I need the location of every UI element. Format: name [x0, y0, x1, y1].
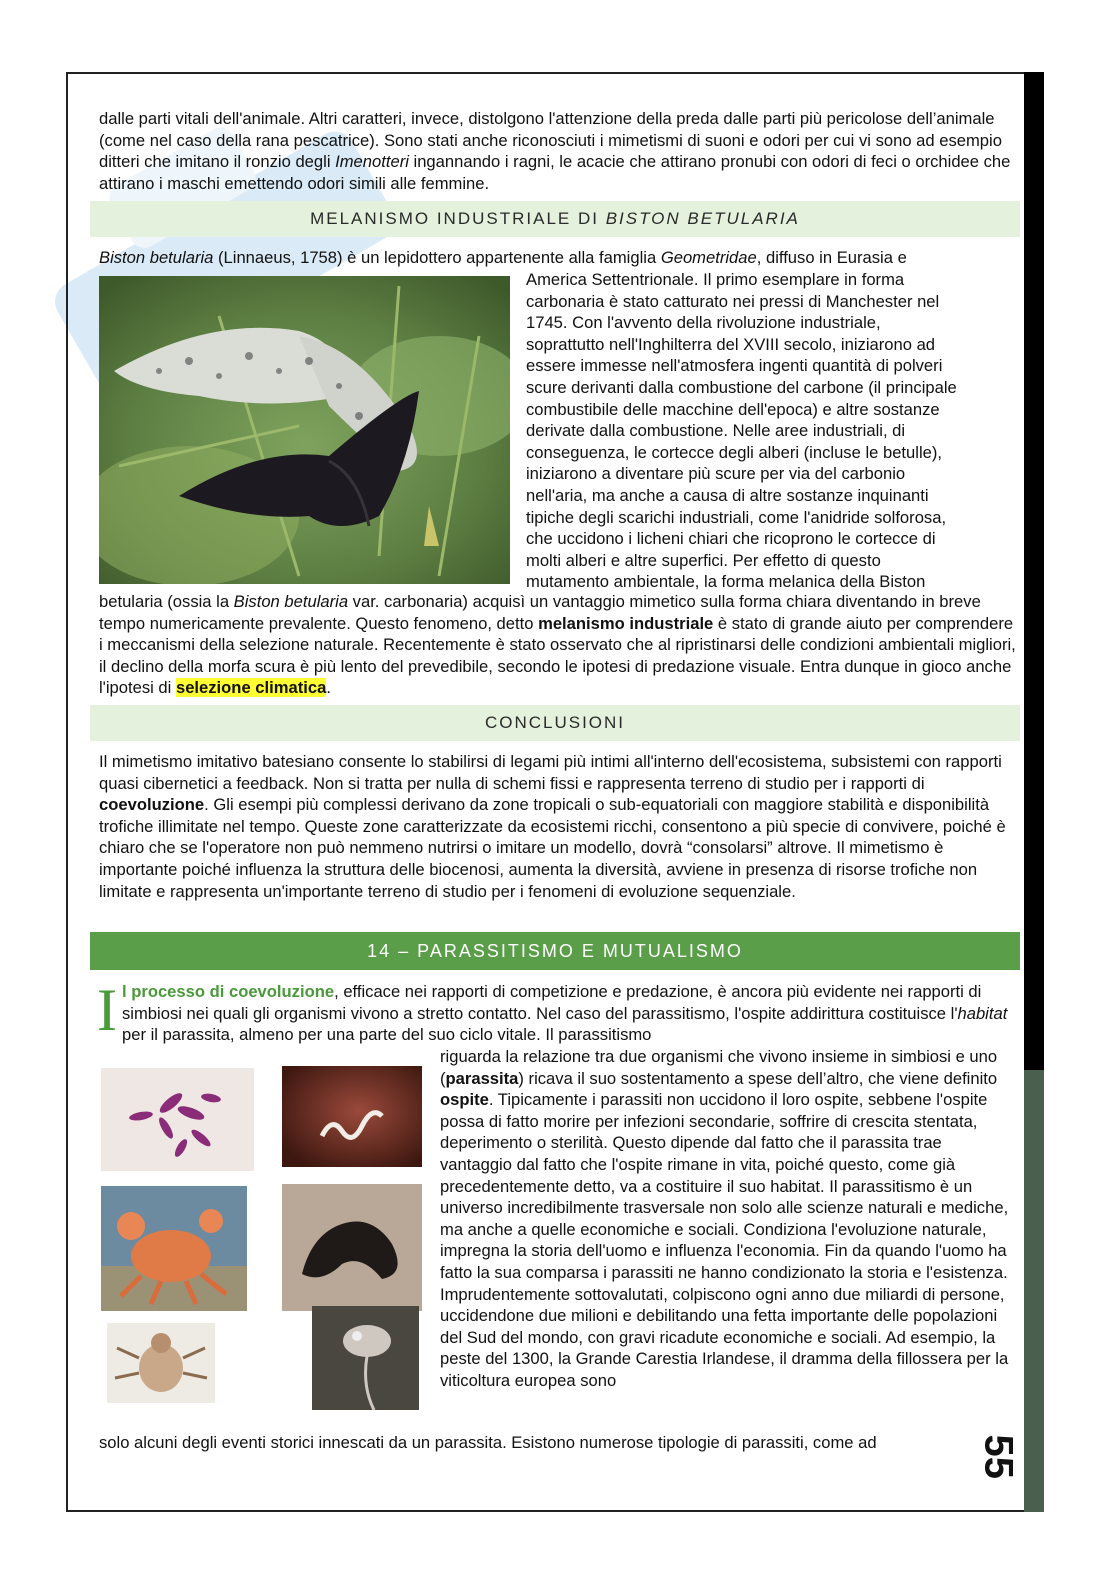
highlight-selezione-climatica: selezione climatica [175, 678, 327, 698]
leech-photo [282, 1184, 422, 1311]
section-header-parassitismo: 14 – PARASSITISMO E MUTUALISMO [90, 932, 1020, 970]
section-header-melanismo: MELANISMO INDUSTRIALE DI BISTON BETULARIA [90, 201, 1020, 237]
louse-photo [107, 1323, 215, 1403]
melanismo-continuation: betularia (ossia la Biston betularia var. carbonaria) acquisì un vantaggio mimetico sulla forma chiara diventando in breve tempo numericamente prevalente. Questo fenomeno, detto melanismo industriale è stato di grande aiuto per comprendere i meccanismi della selezione naturale. Recentemente è stato osservato che al ripristinarsi delle condizioni ambientali migliori, il declino della morfa scura è più lento del prevedibile, secondo le ipotesi di predazione visuale. Entra dunque in gioco anche l'ipotesi di selezione climatica. [99, 592, 1016, 698]
parassitismo-last-line: solo alcuni degli eventi storici innescati da un parassita. Esistono numerose tipologie di parassiti, come ad [99, 1433, 877, 1452]
parassitismo-wrap: riguarda la relazione tra due organismi che vivono insieme in simbiosi e uno (parassita) ricava il suo sostentamento a spese dell’altro, che viene definito ospite. Tipicamente i parassiti non uccidono il loro ospite, sebbene l'ospite possa di fatto morire per infezioni secondarie, soffrire di crescita stentata, deperimento o sterilità. Questo dipende dal fatto che il parassita trae vantaggio dal fatto che l'ospite rimane in vita, poiché questo, come già precedentemente detto, va a costituire il suo habitat. Il parassitismo è un universo incredibilmente trasversale non solo alle scienze naturali e mediche, ma anche a quelle economiche e sociali. Condiziona l'evoluzione naturale, impregna la storia dell'uomo e influenza l'economia. Fin da quando l'uomo ha fatto la sua comparsa i parassiti ne hanno condizionato la storia e l'esistenza. Imprudentemente sottovalutati, colpiscono ogni anno due miliardi di persone, uccidendone due milioni e debilitando una fetta importante delle popolazioni del Sud del mondo, con gravi ricadute economiche e sociali. Ad esempio, la peste del 1300, la Grande Carestia Irlandese, il dramma della fillossera per la viticoltura europea sono [440, 1047, 1009, 1390]
side-bar-bottom [1024, 1070, 1044, 1512]
section-header-conclusioni: CONCLUSIONI [90, 705, 1020, 741]
trypanosome-photo [101, 1068, 254, 1171]
worm-photo [282, 1066, 422, 1167]
conclusioni-paragraph: Il mimetismo imitativo batesiano consente lo stabilirsi di legami più intimi all'interno dell'ecosistema, subsistemi con rapporti quasi cibernetici a feedback. Non si tratta per nulla di schemi fissi e rappresenta terreno di studio per i rapporti di coevoluzione. Gli esempi più complessi derivano da zone tropicali o sub-equatoriali con maggiore stabilità e disponibilità trofiche illimitate nel tempo. Queste zone caratterizzate da ecosistemi ricchi, consentono a più specie di convivere, poiché è chiaro che se l'operatore non può nemmeno nutrirsi o imitare un modello, dovrà “consolarsi” altrove. Il mimetismo è importante poiché influenza la struttura delle biocenosi, aumenta la diversità, avviene in presenza di risorse trofiche non limitate e rappresenta un'importante terreno di studio per i fenomeni di evoluzione sequenziale. [99, 752, 1006, 901]
side-bar-top [1024, 72, 1044, 1070]
melanismo-wrap: America Settentrionale. Il primo esemplare in forma carbonaria è stato catturato nei pressi di Manchester nel 1745. Con l'avvento della rivoluzione industriale, soprattutto nell'Inghilterra del XVIII secolo, iniziarono ad essere immesse nell'atmosfera ingenti quantità di polveri scure derivanti dalla combustione del carbone (il principale combustibile delle macchine dell'epoca) e altre sostanze derivate dalla combustione. Nelle aree industriali, di conseguenza, le cortecce degli alberi (incluse le betulle), iniziarono a diventare più scure per via del carbonio nell'aria, ma anche a causa di altre sostanze inquinanti tipiche degli scarichi industriali, come l'anidride solforosa, che uccidono i licheni chiari che ricoprono le cortecce di molti alberi e altre superfici. Per effetto di questo mutamento ambientale, la forma melanica della Biston [526, 270, 957, 592]
intro-paragraph: dalle parti vitali dell'animale. Altri caratteri, invece, distolgono l'attenzione della preda dalle parti più pericolose dell’animale (come nel caso della rana pescatrice). Sono stati anche riconosciuti i mimetismi di suoni e odori per cui vi sono ad esempio ditteri che imitano il ronzio degli Imenotteri ingannando i ragni, le acacie che attirano pronubi con odori di feci o orchidee che attirano i maschi emettendo odori simili alle femmine. [99, 109, 1011, 193]
drop-cap: I [97, 977, 117, 1043]
page-number: 55 [976, 1434, 1021, 1479]
bat-photo [312, 1306, 419, 1410]
crab-photo [101, 1186, 247, 1311]
parassitismo-lead: l processo di coevoluzione, efficace nei rapporti di competizione e predazione, è ancora più evidente nei rapporti di simbiosi nei quali gli organismi vivono a stretto contatto. Nel caso del parassitismo, l'ospite addirittura costituisce l'habitat per il parassita, almeno per una parte del suo ciclo vitale. Il parassitismo [122, 982, 1008, 1045]
moth-photo [99, 276, 510, 584]
melanismo-lead: Biston betularia (Linnaeus, 1758) è un lepidottero appartenente alla famiglia Geometridae, diffuso in Eurasia e [99, 248, 907, 267]
